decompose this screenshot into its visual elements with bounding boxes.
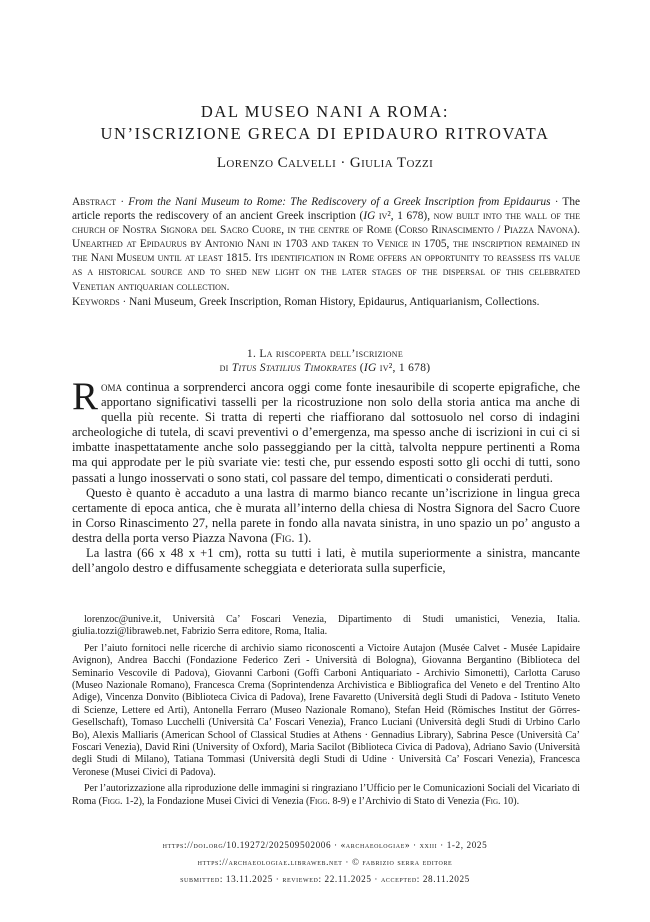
section-heading-di: di [219,362,229,374]
body-paragraph-3: La lastra (66 x 48 x +1 cm), rotta su tutti i lati, è mutila superiormente a sinistra, mancante dell’angolo destro e diffusamente scheggiata e deteriorata sulla superficie, [72,546,580,576]
abstract-separator: · [554,196,559,208]
figure-ref-8-9[interactable]: Figg. 8-9 [309,795,346,807]
footnote-emails: lorenzoc@unive.it, Università Ca’ Foscari Venezia, Dipartimento di Studi umanistici, Venezia, Italia. giulia.tozzi@libraweb.net, Fabrizio Serra editore, Roma, Italia. [72,614,580,638]
figure-ref-10[interactable]: Fig. 10 [485,795,514,807]
abstract [72,195,580,294]
section-heading-paren: ( [359,362,364,374]
drop-cap: R [72,375,99,418]
keywords [72,295,580,309]
footer-doi-line[interactable]: https://doi.org/10.19272/202509502006 · «archaeologiae» · xxiii · 1-2, 2025 [162,840,488,850]
abstract-ig: IG [363,210,376,223]
footer-dates-line: submitted: 13.11.2025 · reviewed: 22.11.2025 · accepted: 28.11.2025 [180,874,470,884]
abstract-text-2: iv², 1 678), now built into the wall of the church of Nostra Signora del Sacro Cuore, in the centre of Rome (Corso Rinascimento / Piazza Navona). Unearthed at Epidaurus by Antonio Nani in 1703 and taken to Venice in 1705, the inscription remained in the Nani Museum until at least 1815. Its identification in Rome offers an opportunity to reassess its value as a historical source and to shed new light on the later stages of the dispersal of this celebrated Venetian antiquarian collection. [72,210,580,293]
footnote-image-authorization [72,783,580,808]
body-text [72,375,580,576]
abstract-text-1: The article reports the rediscovery of an ancient Greek inscription ( [72,196,580,223]
footnote-auth-text-3: ) e l’Archivio di Stato di Venezia ( [345,795,486,807]
footnote-auth-text-4: ). [513,795,520,807]
section-heading-line-1: 1. La riscoperta dell’iscrizione [246,348,404,360]
section-heading-line-2 [0,361,650,375]
body-first-word: oma [101,380,123,394]
footnote-auth-text-1: Per l’autorizzazione alla riproduzione delle immagini si ringraziano l’Ufficio per le Comunicazioni Sociali del Vicariato di Roma ( [72,783,580,807]
footer-website-line[interactable]: https://archaeologiae.libraweb.net · © fabrizio serra editore [197,857,453,867]
article-title-line-2: UN’ISCRIZIONE GRECA DI EPIDAURO RITROVATA [100,124,550,143]
keywords-text: Nani Museum, Greek Inscription, Roman History, Epidaurus, Antiquarianism, Collections. [129,296,540,308]
abstract-english-title: From the Nani Museum to Rome: The Rediscovery of a Greek Inscription from Epidaurus [128,196,551,208]
article-title-line-1: DAL MUSEO NANI A ROMA: [200,102,450,121]
body-paragraph-2-text: Questo è quanto è accaduto a una lastra di marmo bianco recante un’iscrizione in lingua greca certamente di epoca antica, che è murata all’interno della chiesa di Nostra Signora del Sacro Cuore in Corso Rinascimento 27, nella parete in fondo alla navata sinistra, in uno spazio un po’ angusto a destra della porta verso Piazza Navona ( [72,485,580,545]
authors: Lorenzo Calvelli · Giulia Tozzi [216,155,434,171]
footnote-auth-text-2: ), la Fondazione Musei Civici di Venezia ( [138,795,310,807]
keywords-label: Keywords · [72,296,127,308]
body-paragraph-1-text: continua a sorprenderci ancora oggi come fonte inesauribile di scoperte epigrafiche, che apportano significativi tasselli per la ricostruzione non solo della storia antica ma anche di quella più recente. Si tratta di reperti che riaffiorano dal sottosuolo nel corso di indagini archeologiche di tutela, di scavi preventivi o d’emergenza, ma spesso anche di iscrizioni in cui ci si imbatte inaspettatamente anche solo passeggiando per la città, talvolta neppure pertinenti a Roma ma qui approdate per le più svariate vie: testi che, pur essendo esposti sotto gli occhi di tutti, sono passati a lungo inosservati o sono stati, col passare del tempo, dimenticati o considerati perduti. [72,380,580,485]
section-heading [0,347,650,375]
body-paragraph-2-end: ). [303,530,312,545]
figure-ref-1[interactable]: Fig. 1 [274,530,304,545]
section-heading-ig: IG [363,362,377,374]
body-paragraph-2 [72,486,580,546]
figure-ref-1-2[interactable]: Figg. 1-2 [102,795,139,807]
section-heading-name: Titus Statilius Timokrates [231,362,357,374]
section-heading-ref: iv², 1 678) [379,362,431,374]
abstract-label: Abstract · [72,196,125,208]
footnotes [72,614,580,812]
footnote-acknowledgements: Per l’aiuto fornitoci nelle ricerche di archivio siamo riconoscenti a Victoire Autajon (Musée Calvet - Musée Lapidaire Avignon), Andrea Bacchi (Fondazione Federico Zeri - Università di Bologna), Giovanna Bergantino (Biblioteca del Seminario Vescovile di Padova), Giovanni Carboni (Goffi Carboni Antiquariato - Archivio Simonetti), Carlotta Caruso (Museo Nazionale Romano), Francesca Crema (Soprintendenza Archivistica e Bibliografica del Veneto e del Trentino Alto Adige), Vincenza Donvito (Biblioteca Civica di Padova), Irene Favaretto (Università degli Studi di Padova - Istituto Veneto di Scienze, Lettere ed Arti), Antonella Ferraro (Museo Nazionale Romano), Stefan Heid (Römisches Institut der Görres-Gesellschaft), Tomaso Lucchelli (Università Ca’ Foscari Venezia), Franco Luciani (Università degli Studi di Urbino Carlo Bo), Alexis Malliaris (American School of Classical Studies at Athens · Gennadius Library), Sabrina Pesce (Università Ca’ Foscari Venezia), David Rini (University of Oxford), Maria Sacilot (Biblioteca Civica di Padova), Adriano Savio (Università degli Studi di Milano), Tatiana Tommasi (Università degli Studi di Udine · Università Ca’ Foscari Venezia), Francesca Veronese (Musei Civici di Padova). [72,642,580,778]
body-paragraph-1 [72,375,580,486]
